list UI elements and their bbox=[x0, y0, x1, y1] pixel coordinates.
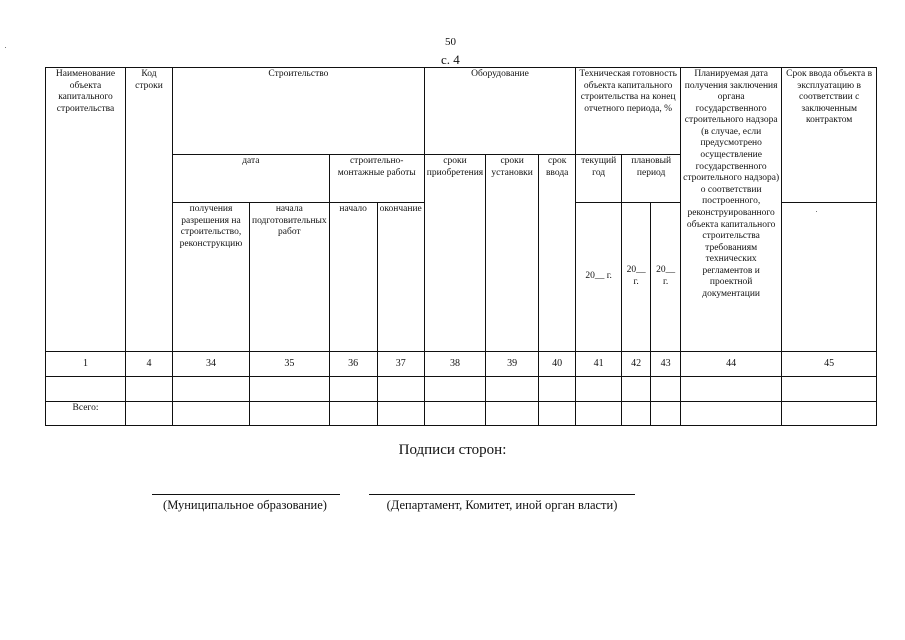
header-preparatory-start: начала подготовительных работ bbox=[250, 203, 330, 352]
table-cell bbox=[486, 377, 539, 402]
signature-caption-left: (Муниципальное образование) bbox=[163, 498, 327, 512]
table-cell bbox=[424, 402, 485, 426]
header-year-plan-1: 20__ г. bbox=[622, 203, 651, 352]
table-cell bbox=[173, 377, 250, 402]
column-number: 44 bbox=[681, 352, 782, 377]
table-cell bbox=[622, 402, 651, 426]
header-construction-works: строительно-монтажные работы bbox=[329, 155, 424, 203]
sheet-label: с. 4 bbox=[441, 52, 460, 67]
table-cell bbox=[329, 377, 377, 402]
table-cell bbox=[424, 377, 485, 402]
column-number: 34 bbox=[173, 352, 250, 377]
header-commissioning-term: Срок ввода объекта в эксплуатацию в соответствии с заключенным контрактом bbox=[782, 68, 877, 203]
column-number: 45 bbox=[782, 352, 877, 377]
header-date: дата bbox=[173, 155, 330, 203]
total-row bbox=[46, 402, 877, 426]
header-current-year: текущий год bbox=[576, 155, 622, 203]
column-number: 37 bbox=[377, 352, 424, 377]
total-label: Всего: bbox=[46, 402, 126, 426]
header-line-code: Код строки bbox=[126, 68, 173, 352]
table-cell bbox=[329, 402, 377, 426]
column-number: 35 bbox=[250, 352, 330, 377]
scan-speck bbox=[816, 211, 817, 212]
table-cell bbox=[782, 377, 877, 402]
page-number: 50 bbox=[445, 36, 456, 48]
header-acquisition-terms: сроки приобретения bbox=[424, 155, 485, 352]
header-commissioning-blank bbox=[782, 203, 877, 352]
signatures-title: Подписи сторон: bbox=[398, 442, 507, 458]
header-equipment: Оборудование bbox=[424, 68, 575, 155]
header-planned-period: плановый период bbox=[622, 155, 681, 203]
table-cell bbox=[576, 402, 622, 426]
header-planned-conclusion-date: Планируемая дата получения заключения органа государственного строительного надзора (в случае, если предусмотрено осуществление государственного строительного надзора) о соответствии построенного, реконструированного объекта капитального строительства требованиям технических регламентов и проектной документации bbox=[681, 68, 782, 352]
table-cell bbox=[486, 402, 539, 426]
table-cell bbox=[539, 402, 576, 426]
table-cell bbox=[126, 377, 173, 402]
column-number: 41 bbox=[576, 352, 622, 377]
column-number: 42 bbox=[622, 352, 651, 377]
column-number: 39 bbox=[486, 352, 539, 377]
table-cell bbox=[622, 377, 651, 402]
table-row bbox=[46, 377, 877, 402]
report-table bbox=[45, 67, 877, 426]
table-cell bbox=[576, 377, 622, 402]
table-cell bbox=[651, 377, 681, 402]
column-number: 40 bbox=[539, 352, 576, 377]
column-numbers-row bbox=[46, 352, 877, 377]
header-commissioning: срок ввода bbox=[539, 155, 576, 352]
signature-line-right bbox=[369, 494, 635, 495]
header-permit-received: получения разрешения на строительство, реконструкцию bbox=[173, 203, 250, 352]
signature-caption-right: (Департамент, Комитет, иной орган власти) bbox=[386, 498, 618, 512]
scan-speck bbox=[5, 47, 6, 48]
table-cell bbox=[46, 377, 126, 402]
table-cell bbox=[126, 402, 173, 426]
header-construction: Строительство bbox=[173, 68, 425, 155]
table-cell bbox=[173, 402, 250, 426]
table-cell bbox=[681, 402, 782, 426]
table-cell bbox=[250, 377, 330, 402]
table-cell bbox=[782, 402, 877, 426]
column-number: 1 bbox=[46, 352, 126, 377]
table-cell bbox=[377, 402, 424, 426]
header-installation-terms: сроки установки bbox=[486, 155, 539, 352]
column-number: 4 bbox=[126, 352, 173, 377]
table-cell bbox=[250, 402, 330, 426]
column-number: 43 bbox=[651, 352, 681, 377]
column-number: 36 bbox=[329, 352, 377, 377]
header-object-name: Наименование объекта капитального строительства bbox=[46, 68, 126, 352]
table-cell bbox=[681, 377, 782, 402]
table-cell bbox=[651, 402, 681, 426]
table-cell bbox=[377, 377, 424, 402]
header-start: начало bbox=[329, 203, 377, 352]
header-tech-readiness: Техническая готовность объекта капитального строительства на конец отчетного периода, % bbox=[576, 68, 681, 155]
header-end: окончание bbox=[377, 203, 424, 352]
column-number: 38 bbox=[424, 352, 485, 377]
signature-line-left bbox=[152, 494, 340, 495]
table-cell bbox=[539, 377, 576, 402]
header-year-plan-2: 20__ г. bbox=[651, 203, 681, 352]
header-year-current: 20__ г. bbox=[576, 203, 622, 352]
